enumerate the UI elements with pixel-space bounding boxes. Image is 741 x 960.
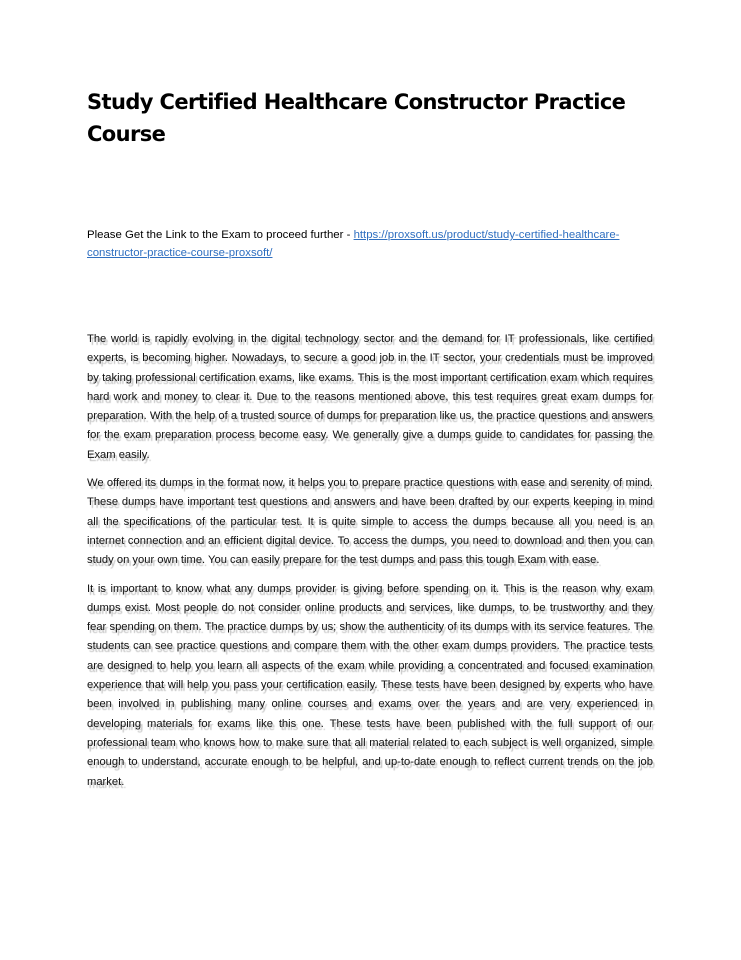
exam-link[interactable]: https://proxsoft.us/product/study-certified-healthcare-constructor-practice-course-proxsoft/ bbox=[87, 229, 620, 259]
paragraph-1: The world is rapidly evolving in the digital technology sector and the demand for IT professionals, like certified experts, is becoming higher. Nowadays, to secure a good job in the IT sector, your credentials must be improved by taking professional certification exams, like exams. This is the most important certification exam which requires hard work and money to clear it. Due to the reasons mentioned above, this test requires great exam dumps for preparation. With the help of a trusted source of dumps for preparation like us, the practice questions and answers for the exam preparation process become easy. We generally give a dumps guide to candidates for passing the Exam easily. bbox=[87, 333, 653, 461]
paragraph-2: We offered its dumps in the format now, it helps you to prepare practice questions with ease and serenity of mind. These dumps have important test questions and answers and have been drafted by our experts keeping in mind all the specifications of the particular test. It is quite simple to access the dumps because all you need is an internet connection and an efficient digital device. To access the dumps, you need to download and then you can study on your own time. You can easily prepare for the test dumps and pass this tough Exam with ease. bbox=[87, 477, 653, 567]
link-intro-text: Please Get the Link to the Exam to proceed further - bbox=[87, 229, 354, 241]
body-text bbox=[87, 330, 653, 801]
document-title: Study Certified Healthcare Constructor Practice Course bbox=[87, 90, 626, 146]
paragraph-3: It is important to know what any dumps provider is giving before spending on it. This is the reason why exam dumps exist. Most people do not consider online products and services, like dumps, to be trustworthy and they fear spending on them. The practice dumps by us; show the authenticity of its dumps with its service features. The students can see practice questions and compare them with the other exam dumps providers. The practice tests are designed to help you learn all aspects of the exam while providing a concentrated and focused examination experience that will help you pass your certification easily. These tests have been designed by experts who have been involved in publishing many online courses and exams over the years and are very experienced in developing materials for exams like this one. These tests have been published with the full support of our professional team who knows how to make sure that all material related to each subject is well organized, simple enough to understand, accurate enough to be helpful, and up-to-date enough to reflect current trends on the job market. bbox=[87, 582, 653, 788]
exam-link-paragraph bbox=[87, 226, 647, 262]
